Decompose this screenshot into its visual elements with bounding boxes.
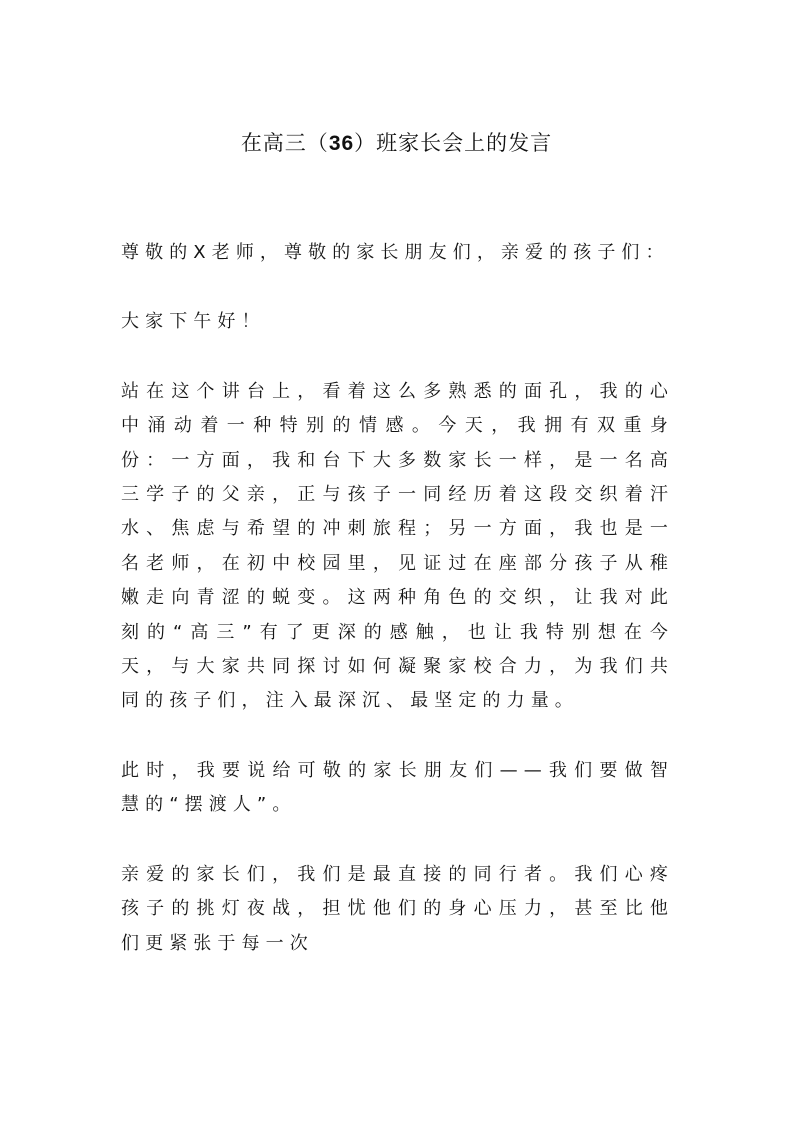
intro-paragraph: 站在这个讲台上，看着这么多熟悉的面孔，我的心中涌动着一种特别的情感。今天，我拥有双重身份：一方面，我和台下大多数家长一样，是一名高三学子的父亲，正与孩子一同经历着这段交织着汗水、焦虑与希望的冲刺旅程；另一方面，我也是一名老师，在初中校园里，见证过在座部分孩子从稚嫩走向青涩的蜕变。这两种角色的交织，让我对此刻的“高三”有了更深的感触，也让我特别想在今天，与大家共同探讨如何凝聚家校合力，为我们共同的孩子们，注入最深沉、最坚定的力量。 — [121, 380, 674, 712]
parents-body-paragraph: 亲爱的家长们，我们是最直接的同行者。我们心疼孩子的挑灯夜战，担忧他们的身心压力，甚至比他们更紧张于每一次 — [121, 863, 674, 954]
title-prefix: 在高三（ — [240, 131, 329, 155]
parents-heading-paragraph: 此时，我要说给可敬的家长朋友们——我们要做智慧的“摆渡人”。 — [121, 759, 674, 816]
greeting-paragraph: 大家下午好！ — [121, 311, 266, 333]
title-suffix: ）班家长会上的发言 — [354, 131, 553, 155]
title-class-number: 36 — [328, 132, 355, 155]
salutation-paragraph: 尊敬的X老师，尊敬的家长朋友们，亲爱的孩子们： — [121, 242, 670, 263]
document-body — [121, 236, 674, 961]
document-title — [0, 128, 793, 159]
